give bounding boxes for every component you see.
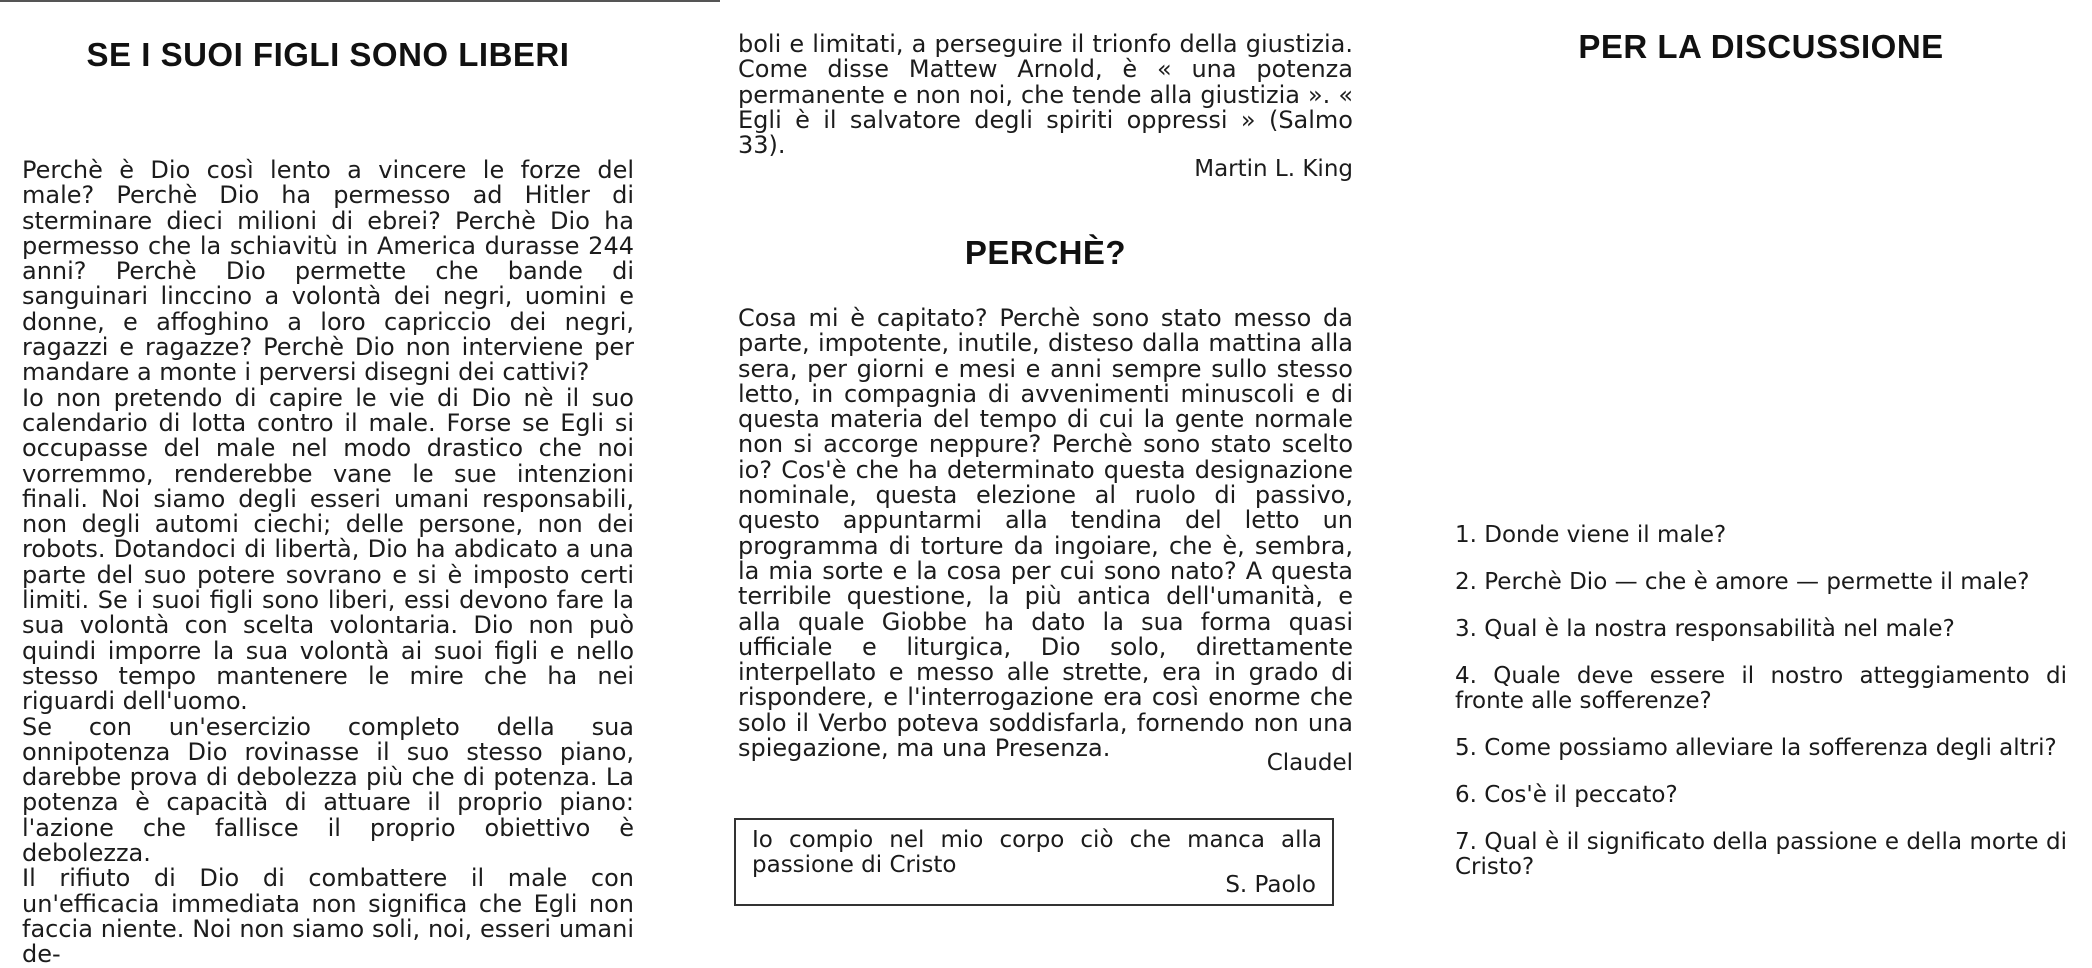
paragraph: Se con un'esercizio completo della sua onnipotenza Dio rovinasse il suo stesso piano, darebbe prova di debolezza più che di potenza. La potenza è capacità di attuare il proprio piano: l'azione che fallisce il proprio obiettivo è debolezza. <box>22 712 634 868</box>
article-body-figli <box>22 158 634 968</box>
article-continuation <box>738 32 1353 158</box>
top-rule <box>0 0 720 2</box>
paragraph: Perchè è Dio così lento a vincere le forze del male? Perchè Dio ha permesso ad Hitler di sterminare dieci milioni di ebrei? Perchè Dio ha permesso che la schiavitù in America durasse 244 anni? Perchè Dio permette che bande di sanguinari linccino a volontà dei negri, uomini e donne, e affoghino a loro capriccio dei negri, ragazzi e ragazze? Perchè Dio non interviene per mandare a monte i perversi disegni dei cattivi? <box>22 156 634 387</box>
paragraph: Io non pretendo di capire le vie di Dio nè il suo calendario di lotta contro il male. Forse se Egli si occupasse del male nel modo drastico che noi vorremmo, renderebbe vane le sue intenzioni finali. Noi siamo degli esseri umani responsabili, non degli automi ciechi; delle persone, non dei robots. Dotandoci di libertà, Dio ha abdicato a una parte del suo potere sovrano e si è imposto certi limiti. Se i suoi figli sono liberi, essi devono fare la sua volontà con scelta volontaria. Dio non può quindi imporre la sua volontà ai suoi figli e nello stesso tempo mantenere le mire che ha nei riguardi dell'uomo. <box>22 383 634 716</box>
quote-text: Io compio nel mio corpo ciò che manca alla passione di Cristo <box>752 827 1322 878</box>
discussion-question: 3. Qual è la nostra responsabilità nel male? <box>1455 616 1955 642</box>
paragraph: Il rifiuto di Dio di combattere il male con un'efficacia immediata non significa che Egli non faccia niente. Noi non siamo soli, noi, esseri umani de- <box>22 864 634 968</box>
discussion-question: 6. Cos'è il peccato? <box>1455 782 1678 808</box>
discussion-question: 5. Come possiamo alleviare la sofferenza degli altri? <box>1455 735 2057 761</box>
article-title-perche: PERCHÈ? <box>964 234 1127 271</box>
discussion-question: 1. Donde viene il male? <box>1455 522 1727 548</box>
paragraph: boli e limitati, a perseguire il trionfo della giustizia. Come disse Mattew Arnold, è « una potenza permanente e non noi, che tende alla giustizia ». « Egli è il salvatore degli spiriti oppressi » (Salmo 33). <box>738 30 1353 160</box>
discussion-title: PER LA DISCUSSIONE <box>1578 28 1944 65</box>
author-signature-claudel: Claudel <box>1266 750 1353 776</box>
discussion-question-list <box>1455 523 2067 902</box>
quote-signature: S. Paolo <box>1225 872 1316 898</box>
article-body-perche <box>738 306 1353 761</box>
discussion-question: 4. Quale deve essere il nostro atteggiamento di fronte alle sofferenze? <box>1455 663 2067 714</box>
paragraph: Cosa mi è capitato? Perchè sono stato messo da parte, impotente, inutile, disteso dalla mattina alla sera, per giorni e mesi e anni sempre sullo stesso letto, in compagnia di avvenimenti minuscoli e di questa materia del tempo di cui la gente normale non si accorge neppure? Perchè sono stato scelto io? Cos'è che ha determinato questa designazione nominale, questa elezione al ruolo di passivo, questo appuntarmi alla tendina del letto un programma di torture da ingoiare, che è, sembra, la mia sorte e la cosa per cui sono nato? A questa terribile questione, la più antica dell'umanità, e alla quale Giobbe ha dato la sua forma quasi ufficiale e liturgica, Dio solo, direttamente interpellato e messo alle strette, era in grado di rispondere, e l'interrogazione era così enorme che solo il Verbo poteva soddisfarla, fornendo non una spiegazione, ma una Presenza. <box>738 304 1353 763</box>
article-title-figli: SE I SUOI FIGLI SONO LIBERI <box>86 36 570 73</box>
author-signature-king: Martin L. King <box>1194 156 1353 182</box>
quote-box <box>734 818 1334 906</box>
discussion-question: 7. Qual è il significato della passione e della morte di Cristo? <box>1455 829 2067 880</box>
discussion-question: 2. Perchè Dio — che è amore — permette il male? <box>1455 569 2030 595</box>
